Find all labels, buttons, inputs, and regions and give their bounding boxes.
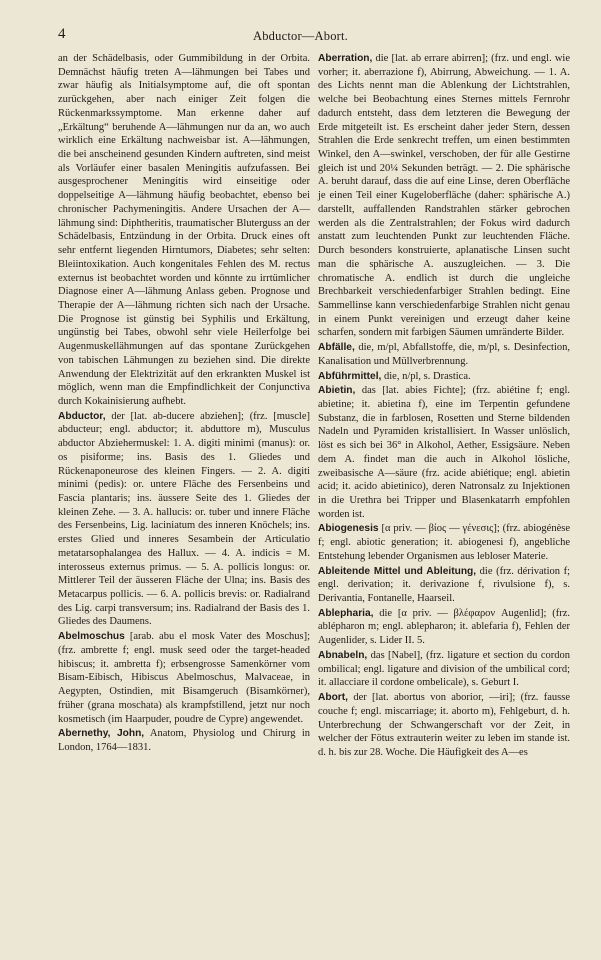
entry-headword: Abfälle, <box>318 342 355 354</box>
dictionary-entry <box>318 52 570 340</box>
page-number: 4 <box>58 26 66 42</box>
dictionary-entry <box>318 649 570 690</box>
dictionary-entry <box>318 522 570 563</box>
entry-headword: Abernethy, John, <box>58 728 145 740</box>
dictionary-entry <box>58 410 310 630</box>
right-column <box>318 52 570 760</box>
entry-headword: Aberration, <box>318 53 373 64</box>
entry-text: [α priv. — βίος — γένεσις]; (frz. abiogénèse f; engl. abiotic generation; it. abiogenesi f), angebliche Entstehung lebender Organismen aus lebloser Materie. <box>318 523 570 562</box>
entry-headword: Abelmoschus <box>58 631 125 643</box>
entry-text: der [lat. abortus von aborior, —iri]; (frz. fausse couche f; engl. miscarriage; it. aborto m), Fehlgeburt, d. h. Unterbrechung der Schwangerschaft vor der Zeit, in welcher der Fötus extrauterin weiter zu leben im stande ist. d. h. bis zur 28. Woche. Die Häufigkeit des A—es <box>318 692 570 758</box>
entry-headword: Abietin, <box>318 385 356 397</box>
dictionary-entry <box>58 630 310 726</box>
entry-headword: Ablepharia, <box>318 607 374 619</box>
dictionary-entry <box>318 384 570 521</box>
entry-headword: Ableitende Mittel und Ableitung, <box>318 565 477 577</box>
dictionary-entry <box>318 691 570 760</box>
entry-text: die [α priv. — βλέφαρον Augenlid]; (frz. ablépharon m; engl. ablepharon; it. ablefaria f), Fehlen der Augenlider, s. Lider II. 5. <box>318 607 570 647</box>
entry-headword: Abiogenesis <box>318 523 379 535</box>
dictionary-entry <box>318 370 570 384</box>
dictionary-entry <box>318 341 570 368</box>
entry-headword: Abort, <box>318 692 348 704</box>
entry-text: der [lat. ab-ducere abziehen]; (frz. [muscle] abducteur; engl. abductor; it. abduttore m), Musculus abductor Abziehermuskel: 1. A. digiti minimi (manus): or. os pisiforme; ins. Basis des 1. Gliedes und Rückenaponeurose des kleinen Fingers. — 2. A. digiti minimi (pedis): or. untere Fläche des Fersenbeins und Fascia plantaris; ins. äussere Seite des 1. Gliedes der kleinen Zehe. — 3. A. hallucis: or. tuber und innere Fläche des Fersenbeins, Lig. laciniatum des inneren Knöchels; ins. erstes Glied und inneres Sesambein der Articulatio metatarsophalangea des Hallux. — 4. A. indicis = M. interosseus externus primus. — 5. A. pollicis longus: or. Mittlerer Teil der äusseren Fläche der Ulna; ins. Basis des Metacarpus pollicis. — 6. A. pollicis brevis: or. Radialrand des Lig. carpi transversum; ins. Radialrand der Basis des 1. Gliedes des Daumens. <box>58 410 310 628</box>
entry-text: die [lat. ab errare abirren]; (frz. und engl. wie vorher; it. aberrazione f), Abirrung, Abweichung. — 1. A. des Lichts nennt man die Ablenkung der Lichtstrahlen, welche bei Beobachtung eines Sternes mittels Fernrohr dadurch entsteht, dass dem letzteren die Bewegung der Erde mitgeteilt ist. Es erscheint daher jeder Stern, dessen Strahlen die Erde senkrecht treffen, um einen bestimmten Winkel, den A—swinkel, verschoben, der für alle Gestirne gleich ist und 20¼ Sekunden beträgt. — 2. Die sphärische A. beruht darauf, dass die auf eine Linse, deren Oberfläche je einen Teil einer Kugeloberfläche (daher: sphärische A.) darstellt, auffallenden Randstrahlen stärker gebrochen werden als die Zentralstrahlen; der Fokus wird dadurch anstatt zum leuchtenden Punkt zur leuchtenden Fläche. Durch besonders konstruierte, aplanatische Linsen sucht man die sphärische A. auszugleichen. — 3. Die chromatische A. endlich ist durch die ungleiche Brechbarkeit verschiedenfarbiger Strahlen bedingt. Eine Sammellinse kann verschiedenfarbige Strahlen nicht genau in einem Punkt vereinigen und erzeugt daher keine scharfen, sondern mit farbigen Säumen umränderte Bilder. <box>318 53 570 339</box>
entry-headword: Abnabeln, <box>318 649 368 661</box>
left-column <box>58 52 310 755</box>
entry-text: [arab. abu el mosk Vater des Moschus]; (frz. ambrette f; engl. musk seed oder the target-headed hibiscus; it. ambretta f); erbsengrosse Samenkörner vom Bisam-Eibisch, Hibiscus Abelmoschus, Malvaceae, in Aegypten, Ostindien, mit Bisamgeruch (Bisamkörner), früher (grana moschata) als krampfstillend, jetzt nur noch kosmetisch (im Haarpuder, poudre de Cypre) angewendet. <box>58 631 310 725</box>
entry-text: das [Nabel], (frz. ligature et section du cordon ombilical; engl. ligature and division of the umbilical cord; it. allacciare il cordone ombelicale), s. Geburt I. <box>318 649 570 689</box>
dictionary-entry <box>58 727 310 754</box>
entry-headword: Abführmittel, <box>318 370 382 382</box>
entry-text: das [lat. abies Fichte]; (frz. abiétine f; engl. abietine; it. abietina f), eine im Terpentin gefundene Substanz, die in farblosen, Rosetten und Sterne bildenden Nadeln und Pyramiden kristallisiert. In Wasser unlöslich, löst es sich bei 36° in Alkohol, Aether, Essigsäure. Neben dem A. findet man die auch in Alkohol lösliche, zweibasische A—säure (frz. acide abiétique; engl. abietin acid; it. acido abietinico), deren Natronsalz zu Injektionen in die Urethra bei Tripper und Blasenkatarrh empfohlen worden ist. <box>318 385 570 520</box>
dictionary-entry <box>318 607 570 648</box>
running-title: Abductor—Abort. <box>253 29 348 43</box>
dictionary-entry <box>58 52 310 409</box>
entry-text: die (frz. dérivation f; engl. derivation; it. derivazione f, rivulsione f), s. Derivantia, Fontanelle, Haarseil. <box>318 565 570 605</box>
entry-text: die, n/pl, s. Drastica. <box>381 370 471 382</box>
entry-text: die, m/pl, Abfallstoffe, die, m/pl, s. Desinfection, Kanalisation und Müllverbrennung. <box>318 342 570 367</box>
entry-text: an der Schädelbasis, oder Gummibildung in der Orbita. Demnächst häufig treten A—lähmungen bei Tabes und zwar häufig als Initialsymptome auf, die oft spontan zurückgehen, aber nach einiger Zeit folgen die Rückenmarkssymptome. Man erkenne daher auf „Erkältung“ beruhende A—lähmungen nur da an, wo auch wirklich eine Erkältung nachweisbar ist. A—lähmungen, die bei anscheinend gesunden Kindern auftreten, sind meist als Vorläufer einer basalen Meningitis aufzufassen. Bei ausgesprochener Meningitis wird einseitige oder doppelseitige A—lähmung häufig beobachtet, ebenso bei chronischer Pachymeningitis. Andere Ursachen der A—lähmung sind: Diphtheritis, traumatischer Bluterguss an der Schädelbasis, Entzündung in der Orbita. Druck eines oft sehr entfernt liegenden Hirntumors, Diabetes; sehr selten: Bleiintoxikation. Auch kongenitales Fehlen des M. rectus externus ist beobachtet worden und könnte zu irrtümlicher Diagnose einer A—lähmung Anlass geben. Prognose und Therapie der A—lähmung richten sich nach der Ursache. Die Prognose ist günstig bei Syphilis und Erkältung, ungünstig bei Tabes, obwohl sehr viele Heilerfolge bei Augenmuskellähmungen auf das spontane Zurückgehen von tabischen Lähmungen zu beziehen sind. Die direkte Anwendung der Elektrizität auf den erkrankten Muskel ist möglich, wenn man die Empfindlichkeit der Conjunctiva durch Kokainisierung aufhebt. <box>58 53 310 407</box>
entry-headword: Abductor, <box>58 410 106 422</box>
entry-text: Anatom, Physiolog und Chirurg in London, 1764—1831. <box>58 728 310 753</box>
dictionary-entry <box>318 565 570 606</box>
